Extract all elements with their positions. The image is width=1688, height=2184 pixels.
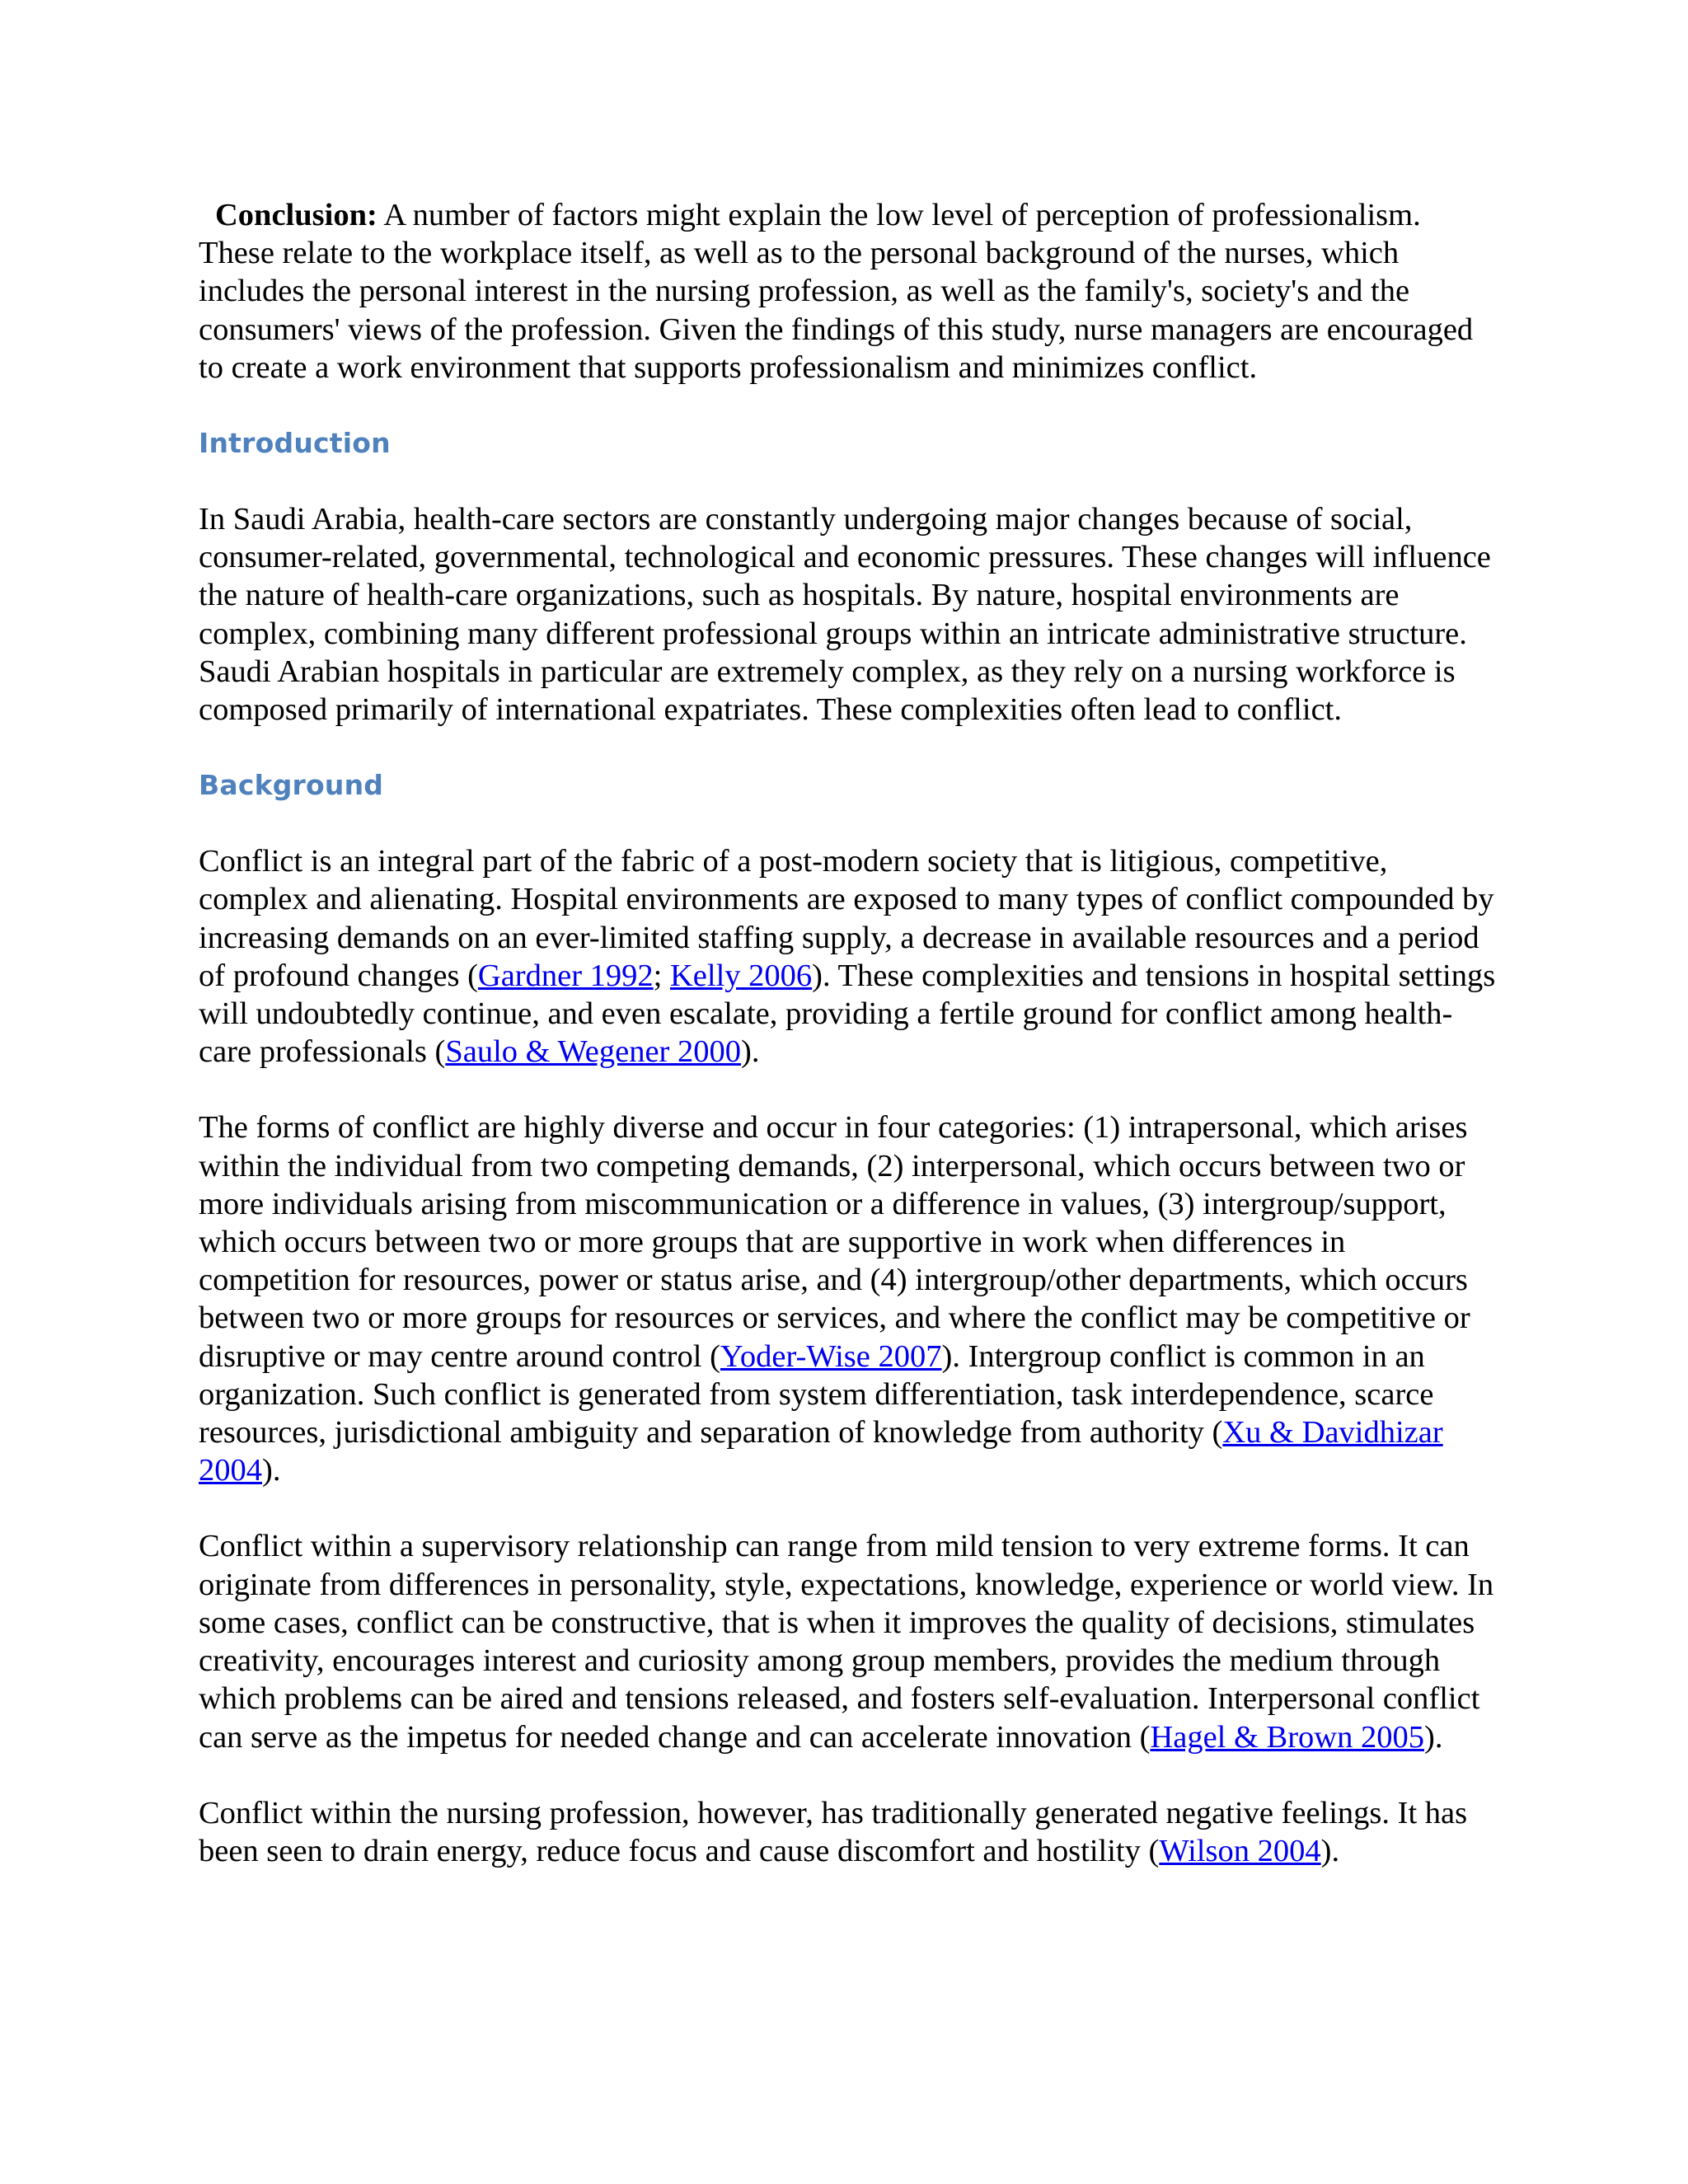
paragraph-text: Conflict within the nursing profession, however, has traditionally generated negative feelings. It has been seen to drain energy, reduce focus and cause discomfort and hostility ( <box>199 1795 1468 1868</box>
paragraph-text: ). <box>262 1453 281 1488</box>
paragraph-text: ). <box>741 1034 760 1070</box>
citation-link-hagel-brown-2005[interactable]: Hagel & Brown 2005 <box>1150 1719 1424 1755</box>
conclusion-paragraph <box>199 196 1501 387</box>
paragraph-text: The forms of conflict are highly diverse and occur in four categories: (1) intrapersonal, which arises within the individual from two competing demands, (2) interpersonal, which occurs between two or more individuals arising from miscommunication or a difference in values, (3) intergroup/support, which occurs between two or more groups that are supportive in work when differences in competition for resources, power or status arise, and (4) intergroup/other departments, which occurs between two or more groups for resources or services, and where the conflict may be competitive or disruptive or may centre around control ( <box>199 1110 1470 1374</box>
citation-link-xu-davidhizar-2004[interactable]: Xu & Davidhizar 2004 <box>199 1415 1443 1488</box>
citation-link-saulo-wegener-2000[interactable]: Saulo & Wegener 2000 <box>445 1034 741 1070</box>
background-paragraph-4 <box>199 1794 1501 1870</box>
citation-link-gardner-1992[interactable]: Gardner 1992 <box>477 958 654 993</box>
introduction-paragraph: In Saudi Arabia, health-care sectors are constantly undergoing major changes because of social, consumer-related, governmental, technological and economic pressures. These changes will influence the nature of health-care organizations, such as hospitals. By nature, hospital environments are complex, combining many different professional groups within an intricate administrative structure. Saudi Arabian hospitals in particular are extremely complex, as they rely on a nursing workforce is composed primarily of international expatriates. These complexities often lead to conflict. <box>199 502 1491 728</box>
background-heading: Background <box>199 769 384 802</box>
citation-link-wilson-2004[interactable]: Wilson 2004 <box>1159 1833 1321 1868</box>
background-paragraph-3 <box>199 1527 1501 1755</box>
background-paragraph-2 <box>199 1108 1501 1489</box>
citation-link-yoder-wise-2007[interactable]: Yoder-Wise 2007 <box>720 1338 942 1374</box>
citation-link-kelly-2006[interactable]: Kelly 2006 <box>669 958 813 993</box>
introduction-heading: Introduction <box>199 427 391 460</box>
paragraph-text: ). <box>1320 1833 1340 1868</box>
conclusion-label: Conclusion: <box>215 198 377 232</box>
document-body <box>199 196 1501 1908</box>
paragraph-text: ; <box>653 958 670 993</box>
paragraph-text: ). These complexities and tensions in hospital settings will undoubtedly continue, and even escalate, providing a fertile ground for conflict among health-care professionals ( <box>199 958 1496 1070</box>
paragraph-text: Conflict within a supervisory relationship can range from mild tension to very extreme forms. It can originate from differences in personality, style, expectations, knowledge, experience or world view. In some cases, conflict can be constructive, that is when it improves the quality of decisions, stimulates creativity, encourages interest and curiosity among group members, provides the medium through which problems can be aired and tensions released, and fosters self-evaluation. Interpersonal conflict can serve as the impetus for needed change and can accelerate innovation ( <box>199 1529 1494 1755</box>
conclusion-text: A number of factors might explain the low level of perception of professionalism. These relate to the workplace itself, as well as to the personal background of the nurses, which includes the personal interest in the nursing profession, as well as the family's, society's and the consumers' views of the profession. Given the findings of this study, nurse managers are encouraged to create a work environment that supports professionalism and minimizes conflict. <box>199 198 1474 385</box>
paragraph-text: ). Intergroup conflict is common in an organization. Such conflict is generated from system differentiation, task interdependence, scarce resources, jurisdictional ambiguity and separation of knowledge from authority ( <box>199 1338 1434 1451</box>
background-paragraph-1 <box>199 842 1501 1071</box>
paragraph-text: Conflict is an integral part of the fabric of a post-modern society that is litigious, competitive, complex and alienating. Hospital environments are exposed to many types of conflict compounded by increasing demands on an ever-limited staffing supply, a decrease in available resources and a period of profound changes ( <box>199 844 1494 993</box>
paragraph-text: ). <box>1424 1719 1443 1755</box>
